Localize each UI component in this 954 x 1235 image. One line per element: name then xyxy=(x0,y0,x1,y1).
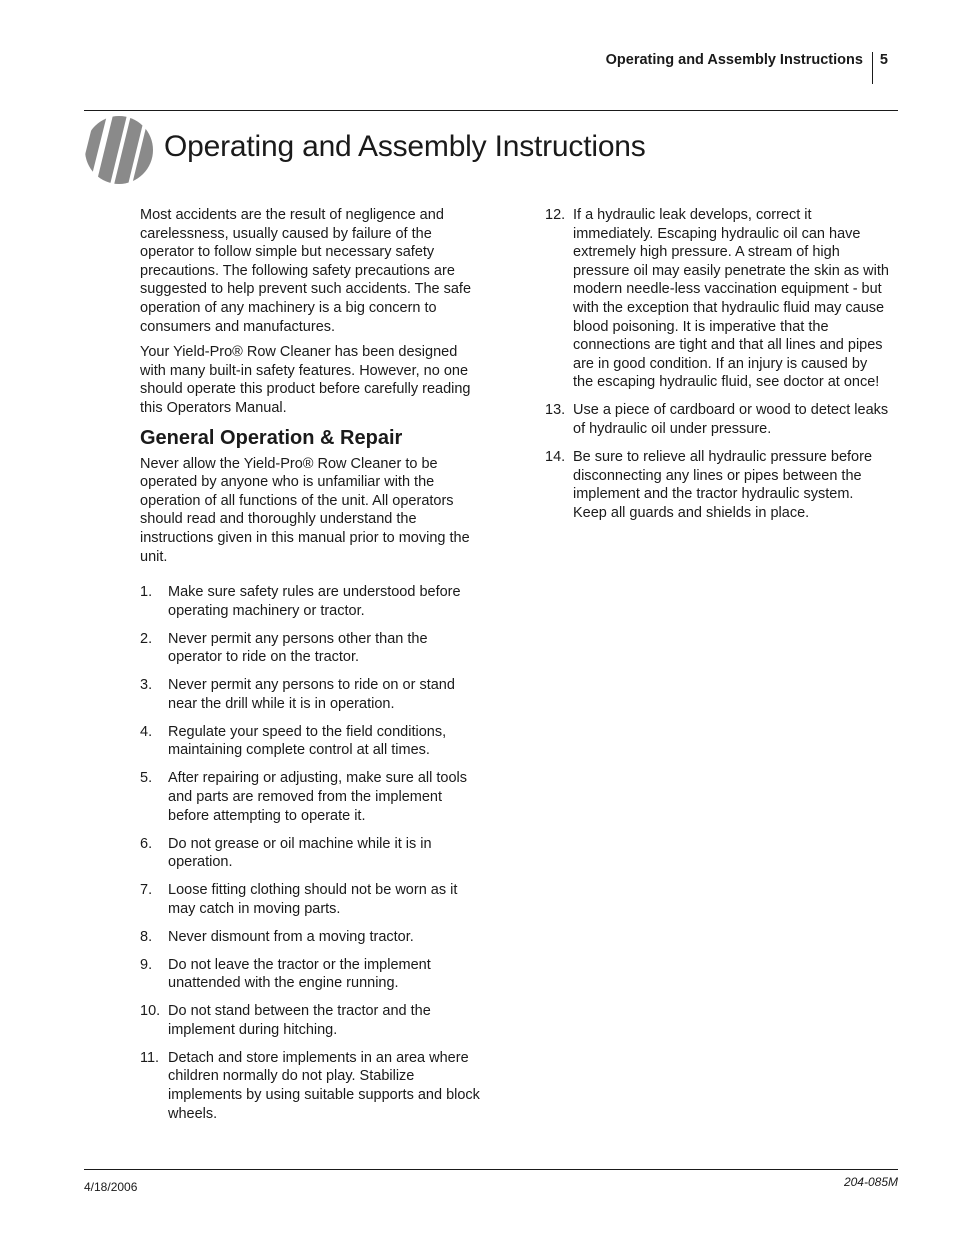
list-item-number: 3. xyxy=(140,677,153,694)
header-rule xyxy=(84,110,898,111)
list-item xyxy=(140,928,480,947)
list-item-number: 10. xyxy=(140,1003,161,1020)
list-item-text: Make sure safety rules are understood before operating machinery or tractor. xyxy=(168,584,461,619)
list-item xyxy=(140,676,480,713)
list-item-number: 11. xyxy=(140,1049,160,1066)
list-item-number: 2. xyxy=(140,630,153,647)
safety-list-left xyxy=(140,583,480,1123)
section-paragraph: Never allow the Yield-Pro® Row Cleaner to be operated by anyone who is unfamiliar with the operation of all functions of the unit. All operators should read and thoroughly understand the instructions given in this manual prior to moving the unit. xyxy=(140,455,470,565)
list-item xyxy=(140,835,480,872)
list-item xyxy=(140,1049,480,1123)
page-title: Operating and Assembly Instructions xyxy=(164,130,646,163)
intro-paragraph-1: Most accidents are the result of negligence and carelessness, usually caused by failure of the operator to follow simple but necessary safety precautions. The following safety precautions are suggested to help prevent such accidents. The safe operation of any machinery is a big concern to consumers and manufactures. xyxy=(140,207,472,335)
list-item xyxy=(140,630,480,667)
running-header-title: Operating and Assembly Instructions xyxy=(605,52,863,68)
list-item-text: Never permit any persons other than the operator to ride on the tractor. xyxy=(168,630,428,666)
list-item-number: 6. xyxy=(140,835,153,852)
list-item-number: 5. xyxy=(140,770,153,787)
safety-list-right xyxy=(545,206,890,522)
page-number: 5 xyxy=(879,52,888,68)
list-item xyxy=(140,1002,480,1039)
list-item-number: 1. xyxy=(140,584,153,601)
intro-paragraph-2: Your Yield-Pro® Row Cleaner has been designed with many built-in safety features. However, no one should operate this product before carefully reading this Operators Manual. xyxy=(140,344,471,416)
list-item-number: 12. xyxy=(545,207,566,223)
footer-rule xyxy=(84,1169,898,1170)
list-item xyxy=(140,881,480,918)
running-header xyxy=(606,52,888,84)
list-item-text: Never permit any persons to ride on or stand near the drill while it is in operation. xyxy=(168,677,455,712)
section-heading: General Operation & Repair xyxy=(140,426,403,449)
list-item-text: Do not leave the tractor or the implement unattended with the engine running. xyxy=(168,956,431,992)
list-item-text: Detach and store implements in an area where children normally do not play. Stabilize implements by using suitable supports and block wheels. xyxy=(168,1049,480,1122)
list-item-number: 9. xyxy=(140,956,153,973)
list-item-text: Be sure to relieve all hydraulic pressure before disconnecting any lines or pipes between the implement and the tractor hydraulic system. Keep all guards and shields in place. xyxy=(573,448,873,521)
list-item xyxy=(140,769,480,825)
list-item-text: Use a piece of cardboard or wood to detect leaks of hydraulic oil under pressure. xyxy=(573,402,889,437)
list-item-text: After repairing or adjusting, make sure all tools and parts are removed from the implement before attempting to operate it. xyxy=(168,770,468,824)
footer-date: 4/18/2006 xyxy=(84,1180,138,1194)
list-item-number: 4. xyxy=(140,723,153,740)
list-item xyxy=(545,448,890,522)
list-item-text: Do not grease or oil machine while it is in operation. xyxy=(168,835,432,871)
list-item-text: Regulate your speed to the field conditions, maintaining complete control at all times. xyxy=(168,723,447,759)
list-item xyxy=(140,956,480,993)
header-separator xyxy=(872,52,873,84)
left-column xyxy=(140,206,480,1133)
striped-circle-logo-icon xyxy=(84,115,154,185)
list-item-number: 7. xyxy=(140,882,153,899)
list-item-text: Loose fitting clothing should not be worn as it may catch in moving parts. xyxy=(168,882,458,917)
footer-doc-number: 204-085M xyxy=(843,1175,898,1189)
list-item xyxy=(545,206,890,392)
right-column xyxy=(545,206,890,532)
list-item xyxy=(140,723,480,760)
list-item xyxy=(545,401,890,438)
list-item xyxy=(140,583,480,620)
list-item-text: If a hydraulic leak develops, correct it immediately. Escaping hydraulic oil can have extremely high pressure. A stream of high pressure oil may easily penetrate the skin as with modern needle-less vaccination equipment - but with the exception that hydraulic fluid may cause blood poisoning. It is imperative that the connections are tight and that all lines and pipes are in good condition. If an injury is caused by the escaping hydraulic fluid, see doctor at once! xyxy=(573,207,889,391)
list-item-text: Never dismount from a moving tractor. xyxy=(168,928,414,945)
list-item-text: Do not stand between the tractor and the implement during hitching. xyxy=(168,1003,431,1038)
list-item-number: 14. xyxy=(545,448,566,465)
list-item-number: 8. xyxy=(140,928,153,945)
list-item-number: 13. xyxy=(545,402,566,419)
